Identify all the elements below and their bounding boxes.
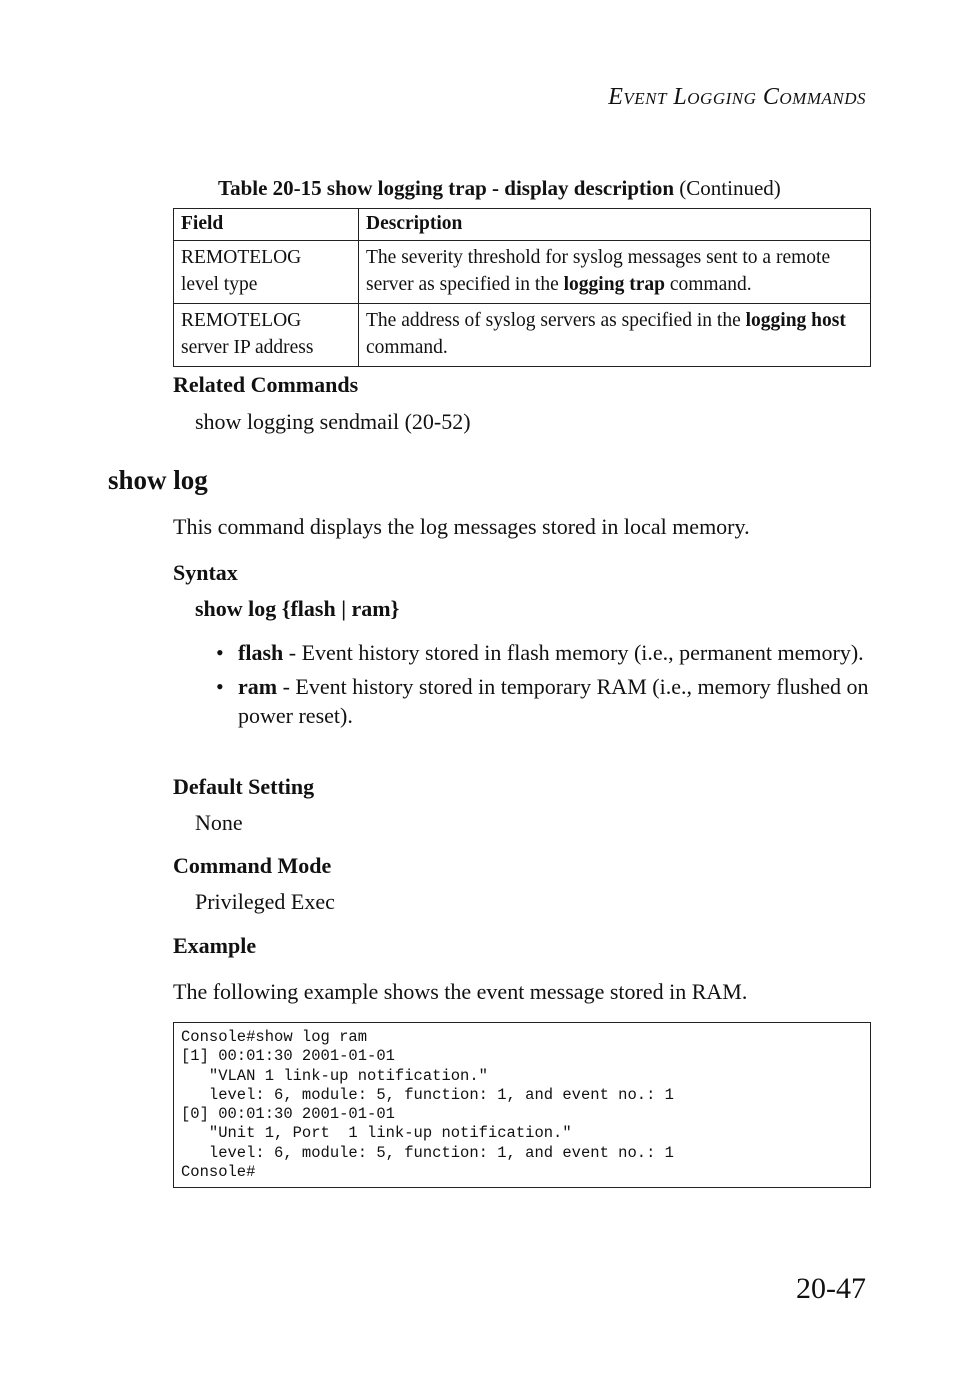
field-line: REMOTELOG <box>181 310 302 331</box>
list-item <box>216 672 876 730</box>
example-heading: Example <box>173 933 257 958</box>
running-header: Event Logging Commands <box>608 84 866 110</box>
page-number: 20-47 <box>796 1272 866 1305</box>
section-title: show log <box>108 465 208 495</box>
command-mode-value: Privileged Exec <box>195 889 335 914</box>
default-setting-value: None <box>195 810 243 835</box>
description-text: The address of syslog servers as specified in the <box>366 310 746 331</box>
column-header-field: Field <box>174 209 359 241</box>
parameter-term: flash <box>238 640 284 665</box>
field-cell <box>174 241 359 304</box>
column-header-description: Description <box>359 209 871 241</box>
bullet-icon: • <box>216 640 224 665</box>
command-mode-heading: Command Mode <box>173 853 332 878</box>
table-caption-continued: (Continued) <box>674 176 781 200</box>
description-text: command. <box>366 337 448 358</box>
description-text: command. <box>664 274 752 295</box>
table-caption-title: Table 20-15 show logging trap - display description <box>218 176 675 200</box>
syntax-line: show log {flash | ram} <box>195 596 400 621</box>
code-example: Console#show log ram [1] 00:01:30 2001-01-01 "VLAN 1 link-up notification." level: 6, module: 5, function: 1, and event no.: 1 [0] 00:01:30 2001-01-01 "Unit 1, Port 1 link-up notification." level: 6, module: 5, function: 1, and event no.: 1 Console# <box>173 1022 871 1188</box>
table-header-row <box>174 209 871 241</box>
list-item <box>216 638 876 667</box>
bullet-icon: • <box>216 674 224 699</box>
parameter-list <box>216 638 876 735</box>
field-line: server IP address <box>181 337 314 358</box>
description-cell <box>359 241 871 304</box>
field-line: level type <box>181 274 258 295</box>
command-reference: logging trap <box>563 274 665 295</box>
field-line: REMOTELOG <box>181 247 302 268</box>
table-caption <box>218 176 781 201</box>
parameter-description: - Event history stored in flash memory (i.e., permanent memory). <box>283 640 864 665</box>
default-setting-heading: Default Setting <box>173 774 315 799</box>
example-intro: The following example shows the event message stored in RAM. <box>173 979 748 1004</box>
syntax-heading: Syntax <box>173 560 238 585</box>
display-description-table <box>173 208 871 367</box>
parameter-term: ram <box>238 674 278 699</box>
section-intro: This command displays the log messages stored in local memory. <box>173 514 750 539</box>
related-commands-heading: Related Commands <box>173 372 359 397</box>
related-command-link[interactable]: show logging sendmail (20-52) <box>195 409 471 434</box>
table-row <box>174 304 871 367</box>
command-reference: logging host <box>745 310 846 331</box>
description-text: The severity threshold for syslog messages sent to a remote server as specified in the <box>366 247 831 295</box>
table-row <box>174 241 871 304</box>
field-cell <box>174 304 359 367</box>
description-cell <box>359 304 871 367</box>
parameter-description: - Event history stored in temporary RAM (i.e., memory flushed on power reset). <box>238 674 869 728</box>
